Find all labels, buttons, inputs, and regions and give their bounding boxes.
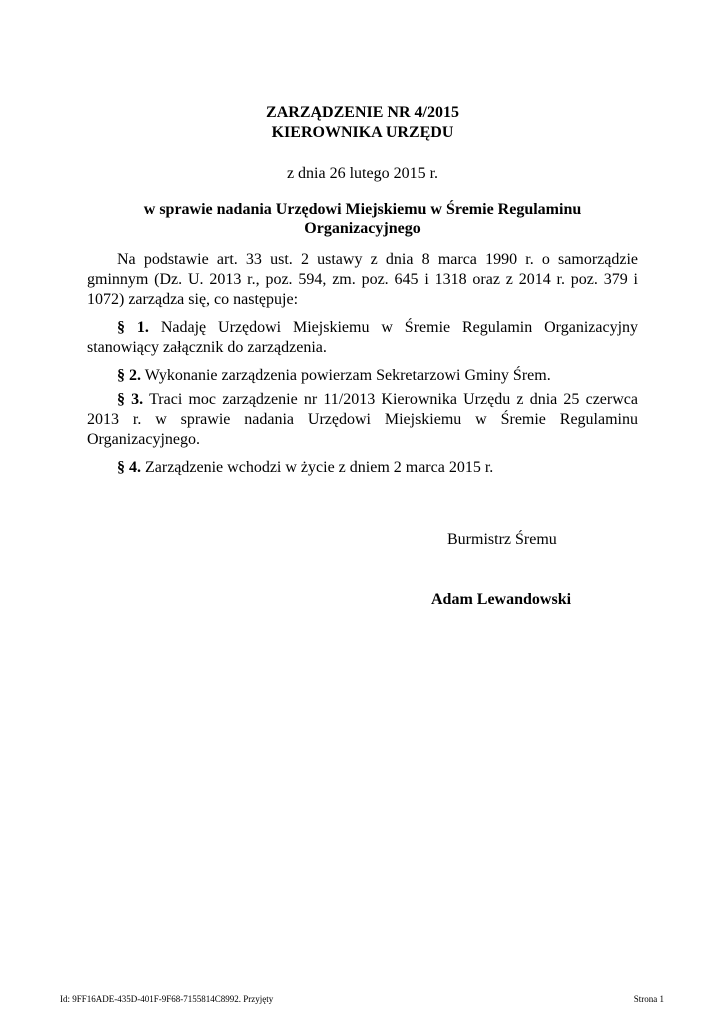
- section-number: § 1.: [117, 319, 149, 336]
- title-line-2: KIEROWNIKA URZĘDU: [271, 124, 454, 141]
- section-paragraph-1: [87, 318, 638, 358]
- subject-line-2: Organizacyjnego: [304, 220, 421, 237]
- section-text: Traci moc zarządzenie nr 11/2013 Kierownika Urzędu z dnia 25 czerwca 2013 r. w sprawie nadania Urzędowi Miejskiemu w Śremie Regulaminu Organizacyjnego.: [87, 391, 638, 448]
- signer-title: Burmistrz Śremu: [447, 531, 557, 548]
- preamble-paragraph: Na podstawie art. 33 ust. 2 ustawy z dnia 8 marca 1990 r. o samorządzie gminnym (Dz. U. 2013 r., poz. 594, zm. poz. 645 i 1318 oraz z 2014 r. poz. 379 i 1072) zarządza się, co następuje:: [87, 251, 638, 308]
- section-number: § 3.: [117, 391, 144, 408]
- document-date: z dnia 26 lutego 2015 r.: [286, 165, 439, 182]
- section-text: Zarządzenie wchodzi w życie z dniem 2 marca 2015 r.: [145, 459, 494, 476]
- section-paragraph-2: [87, 366, 638, 386]
- section-number: § 2.: [117, 367, 141, 384]
- title-line-1: ZARZĄDZENIE NR 4/2015: [266, 104, 459, 121]
- section-text: Wykonanie zarządzenia powierzam Sekretarzowi Gminy Śrem.: [144, 367, 551, 384]
- section-paragraph-4: [87, 458, 638, 478]
- document-title: [0, 103, 725, 143]
- signer-name: Adam Lewandowski: [431, 591, 572, 608]
- document-subject: [110, 200, 615, 238]
- footer-document-id: Id: 9FF16ADE-435D-401F-9F68-7155814C8992. Przyjęty: [60, 994, 274, 1004]
- section-number: § 4.: [117, 459, 141, 476]
- section-text: Nadaję Urzędowi Miejskiemu w Śremie Regulamin Organizacyjny stanowiący załącznik do zarządzenia.: [87, 319, 639, 356]
- footer-page-number: Strona 1: [633, 994, 664, 1004]
- section-paragraph-3: [87, 390, 638, 450]
- subject-line-1: w sprawie nadania Urzędowi Miejskiemu w Śremie Regulaminu: [143, 201, 582, 218]
